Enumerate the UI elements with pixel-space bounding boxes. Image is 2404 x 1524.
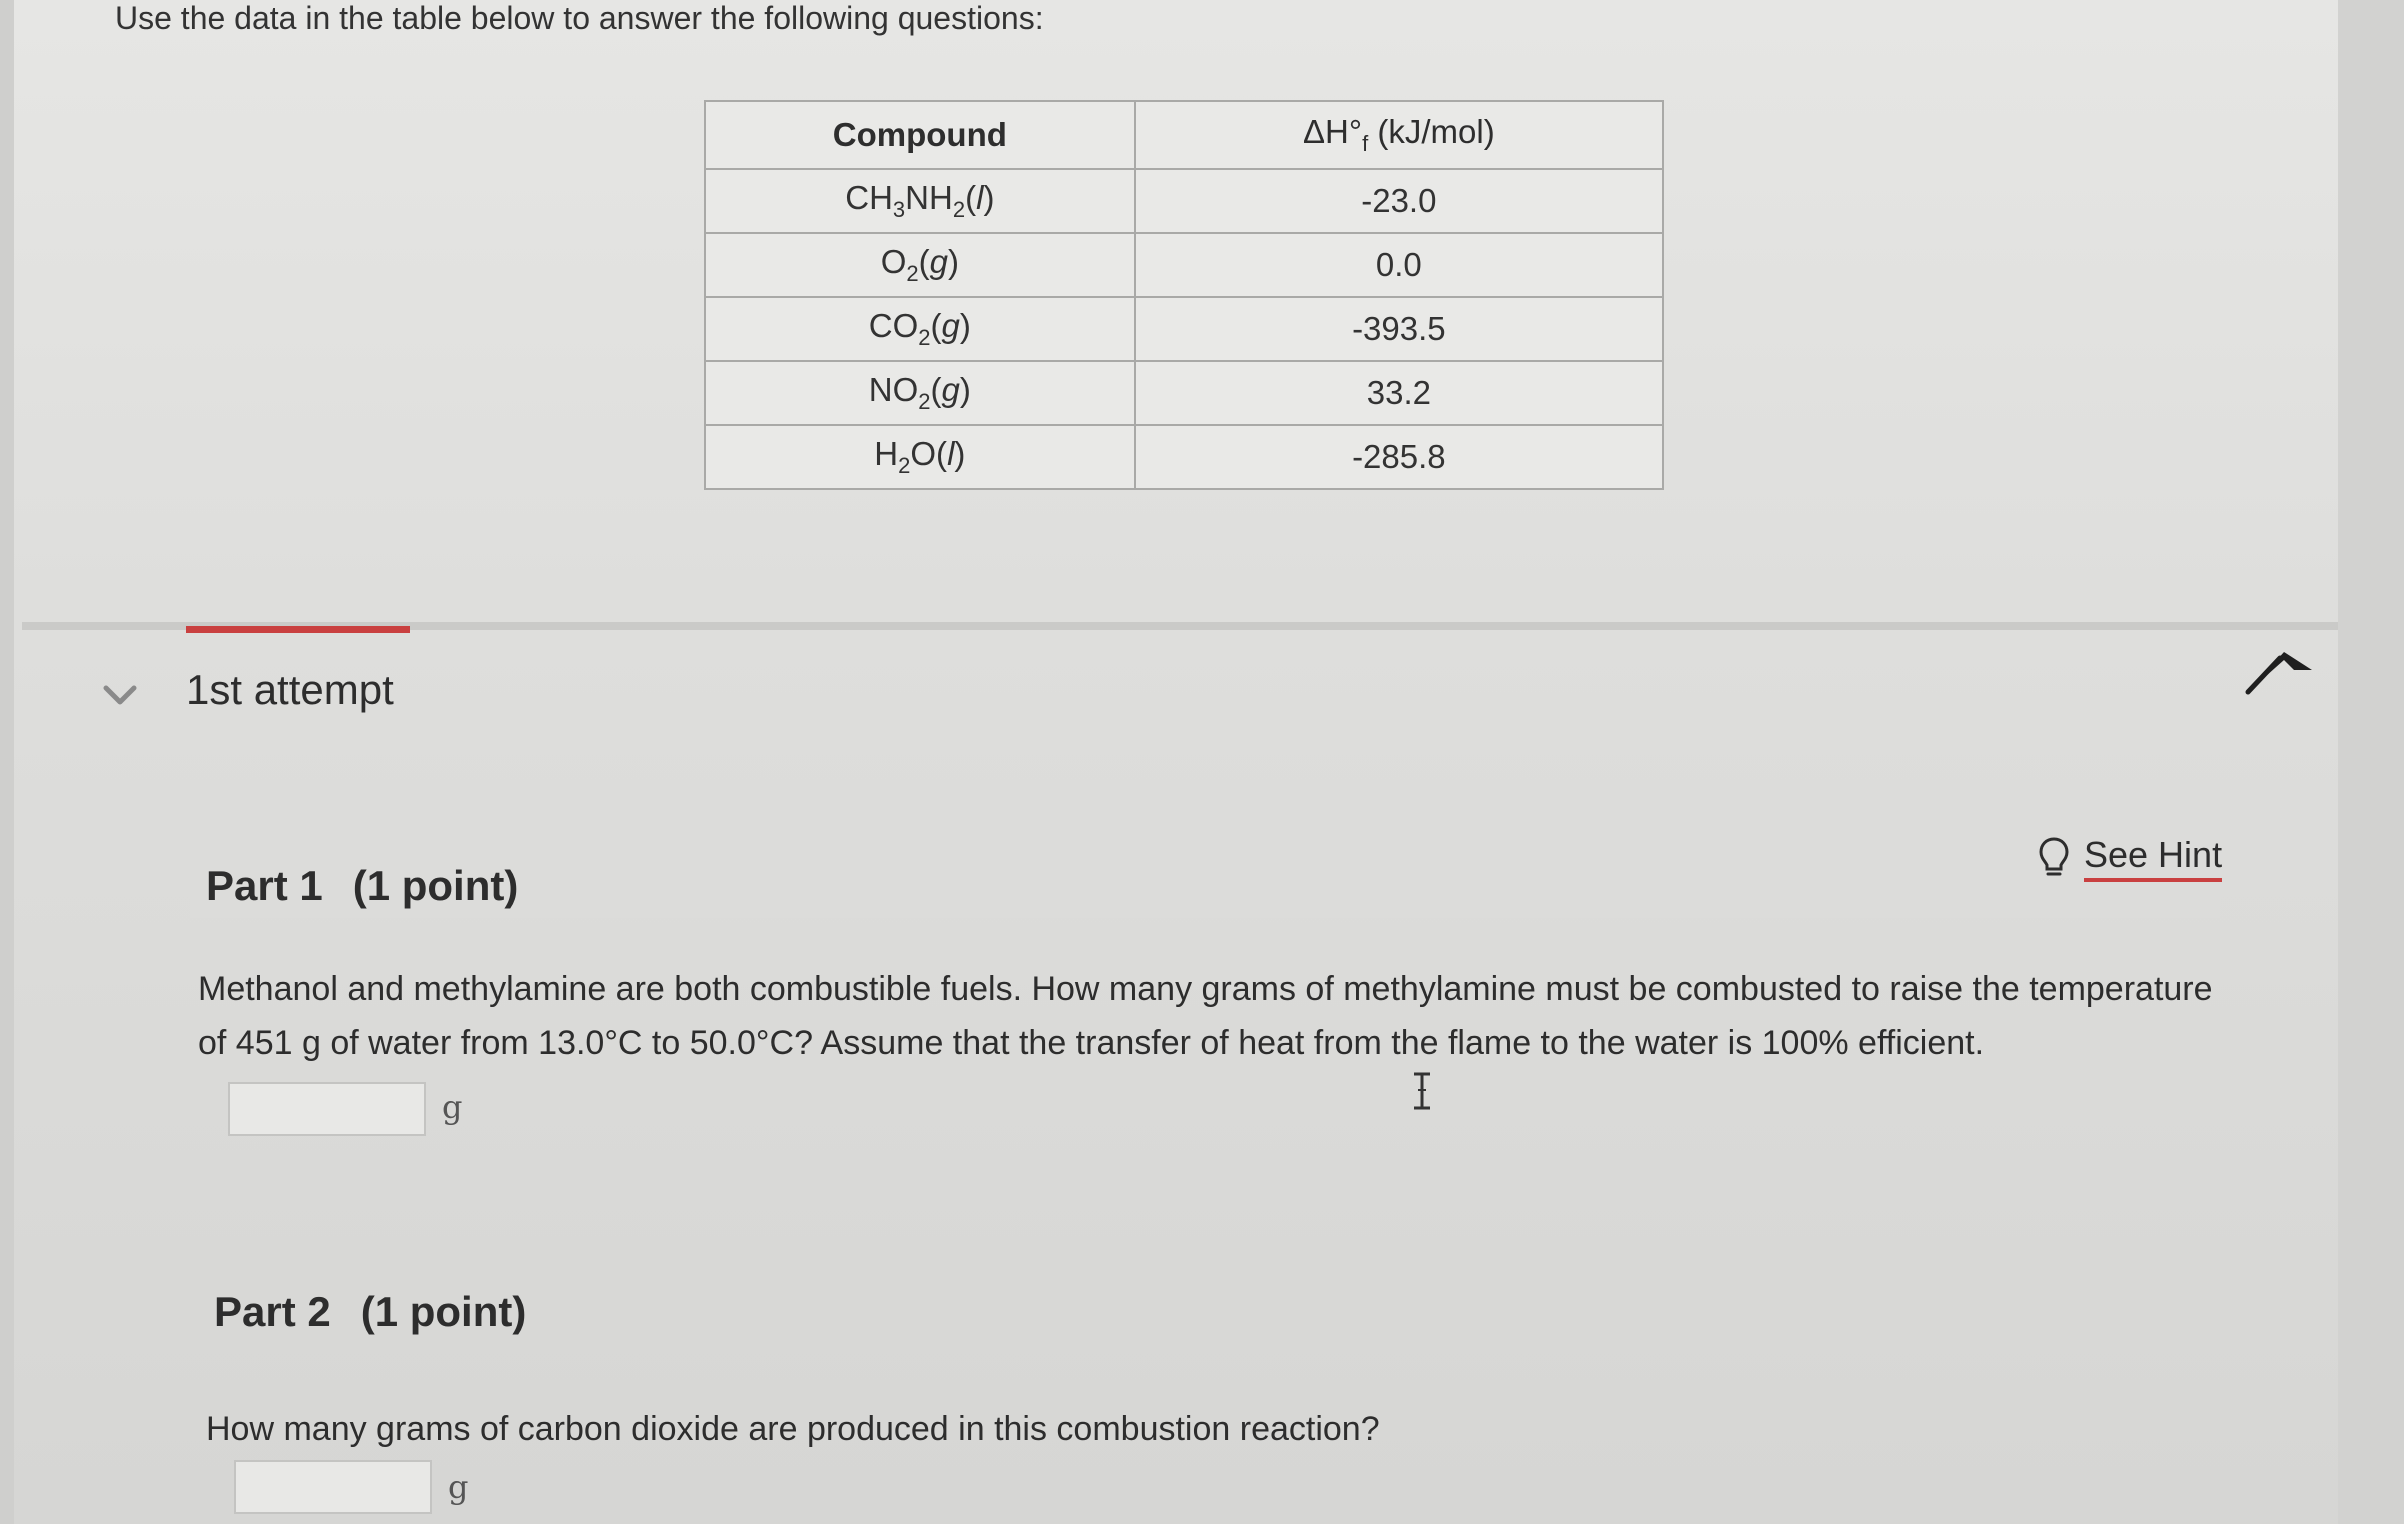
- attempt-tab-indicator: [186, 626, 410, 633]
- table-row: [705, 233, 1663, 297]
- compound-cell: $H_2O(l)$: [705, 425, 1135, 489]
- compound-cell: $NO_2(g)$: [705, 361, 1135, 425]
- part2-unit: g: [448, 1468, 469, 1506]
- table-row: [705, 169, 1663, 233]
- table-row: [705, 425, 1663, 489]
- left-edge: [0, 0, 14, 1524]
- scroll-top-arrow-icon[interactable]: [2244, 640, 2316, 700]
- text-cursor-icon: [1410, 1070, 1434, 1112]
- table-header-row: [705, 101, 1663, 169]
- compound-cell: $CO_2(g)$: [705, 297, 1135, 361]
- header-compound: Compound: [705, 101, 1135, 169]
- part1-unit: g: [442, 1088, 463, 1126]
- compound-cell: $CH_3NH_2(l)$: [705, 169, 1135, 233]
- table-row: [705, 297, 1663, 361]
- intro-text: Use the data in the table below to answer the following questions:: [115, 0, 1044, 36]
- part1-points: (1 point): [352, 862, 519, 909]
- part1-answer-input[interactable]: [228, 1082, 426, 1136]
- compound-cell: $O_2(g)$: [705, 233, 1135, 297]
- chevron-down-icon[interactable]: [100, 680, 140, 710]
- value-cell: 0.0: [1135, 233, 1663, 297]
- part1-title: [206, 862, 518, 910]
- value-cell: -23.0: [1135, 169, 1663, 233]
- value-cell: -393.5: [1135, 297, 1663, 361]
- value-cell: 33.2: [1135, 361, 1663, 425]
- header-enthalpy-sub: f: [1362, 131, 1369, 156]
- part2-answer-input[interactable]: [234, 1460, 432, 1514]
- see-hint-button[interactable]: [2038, 834, 2222, 882]
- see-hint-label[interactable]: See Hint: [2084, 834, 2222, 882]
- part2-points: (1 point): [360, 1288, 527, 1335]
- enthalpy-table: [704, 100, 1664, 490]
- right-edge: [2338, 0, 2404, 1524]
- header-enthalpy: [1135, 101, 1663, 169]
- part2-title: [214, 1288, 526, 1336]
- part1-label: Part 1: [206, 862, 323, 909]
- value-cell: -285.8: [1135, 425, 1663, 489]
- part2-question: How many grams of carbon dioxide are produced in this combustion reaction?: [206, 1410, 1380, 1448]
- part1-question: Methanol and methylamine are both combustible fuels. How many grams of methylamine must be combusted to raise the temperature of 451 g of water from 13.0°C to 50.0°C? Assume that the transfer of heat from the flame to the water is 100% efficient.: [198, 970, 2213, 1062]
- attempt-label[interactable]: 1st attempt: [186, 666, 394, 713]
- table-row: [705, 361, 1663, 425]
- lightbulb-icon: [2038, 836, 2070, 880]
- header-enthalpy-unit: (kJ/mol): [1368, 113, 1495, 150]
- header-enthalpy-symbol: ΔH°: [1303, 113, 1363, 150]
- part2-label: Part 2: [214, 1288, 331, 1335]
